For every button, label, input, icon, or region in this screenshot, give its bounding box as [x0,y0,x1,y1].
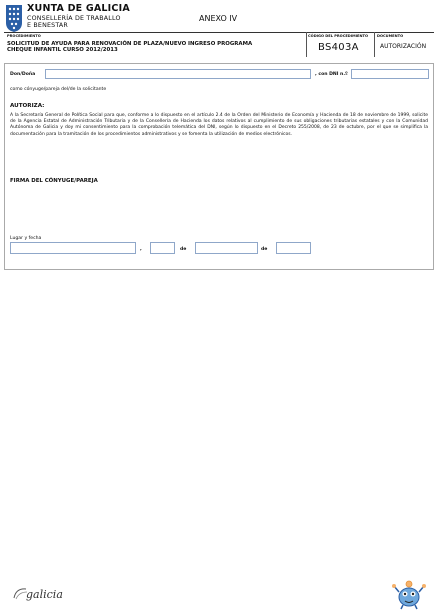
dni-field[interactable] [351,69,429,79]
dni-label: , con DNI n.º [315,72,348,77]
authorization-text: A la Secretaría General de Política Social para que, conforme a lo dispuesto en el artículo 2.4 de la Orden del Ministerio de Economía y Hacienda de 18 de noviembre de 1999, solicite de la Agencia Estatal de Administración Tributaria y de la Consellería de Hacienda los datos relativos al cumplimiento de sus obligaciones tributarias estatales y con la Comunidad Autónoma de Galicia y doy mi consentimiento para la comprobación telemática del DNI, según lo dispuesto en el Decreto 255/2008, de 23 de octubre, por el que se simplifica la documentación para la tramitación de los procedimientos administrativos y se fomenta la utilización de medios electrónicos. [10,113,428,137]
document-type: AUTORIZACIÓN [380,43,427,50]
day-field[interactable] [150,242,175,254]
place-date-label: Lugar y fecha [10,236,42,241]
procedure-code-label: CÓDIGO DEL PROCEDIMIENTO [308,34,368,38]
place-field[interactable] [10,242,136,254]
header-column-divider [374,32,375,57]
month-field[interactable] [195,242,258,254]
procedure-label: PROCEDIMIENTO [7,34,41,38]
document-label: DOCUMENTO [377,34,404,38]
autoriza-heading: AUTORIZA: [10,103,45,109]
department-line-1: CONSELLERÍA DE TRABALLO [27,15,121,22]
conyuge-label: como cónyuge/pareja del/de la solicitante [10,87,107,92]
department-name [27,15,121,29]
signature-label: FIRMA DEL CÓNYUGE/PAREJA [10,178,98,184]
year-field[interactable] [276,242,311,254]
procedure-title-line-1: SOLICITUD DE AYUDA PARA RENOVACIÓN DE PLAZA/NUEVO INGRESO PROGRAMA [7,41,253,47]
de-label-1: de [180,247,187,252]
xunta-seal-icon [4,3,24,33]
de-label-2: de [261,247,268,252]
don-label: Don/Doña [10,72,36,77]
annex-title: ANEXO IV [199,14,238,23]
mascot-icon [391,578,427,610]
header-divider [4,32,434,33]
procedure-code: BS403A [318,42,359,53]
procedure-title-line-2: CHEQUE INFANTIL CURSO 2012/2013 [7,47,118,54]
galicia-logo [14,586,84,606]
header-column-divider [306,32,307,57]
department-line-2: E BENESTAR [27,22,69,29]
galicia-brand: galicia [26,588,63,601]
name-field[interactable] [45,69,311,79]
org-name: XUNTA DE GALICIA [27,3,130,14]
procedure-title [7,41,297,54]
comma-separator: , [140,247,142,252]
authorization-form [4,63,434,270]
